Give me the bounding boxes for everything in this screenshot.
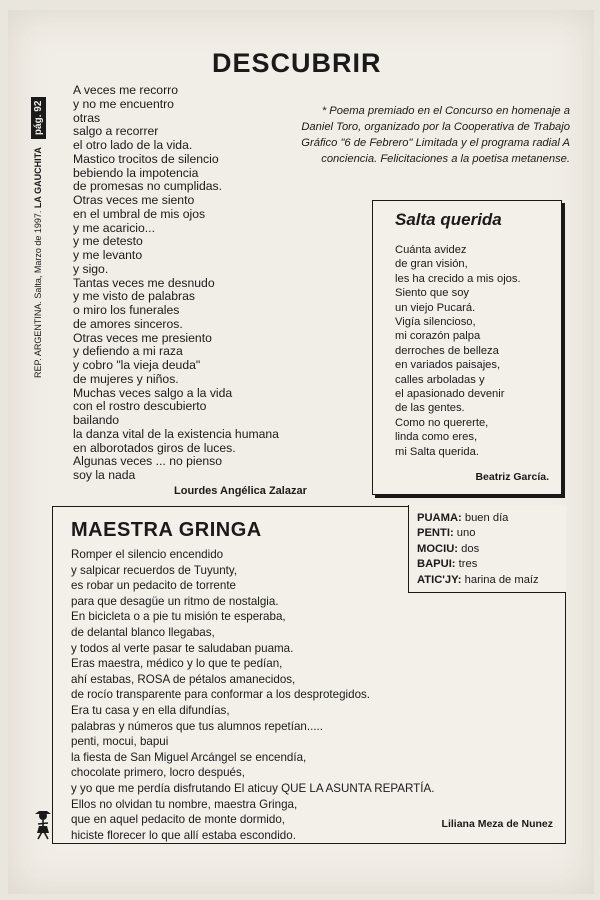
poem-descubrir-body xyxy=(73,84,313,483)
glossary-term: PUAMA: xyxy=(417,512,462,524)
sidebar-text xyxy=(33,147,43,378)
glossary-entry xyxy=(417,511,566,526)
poem-descubrir-line: y sigo. xyxy=(73,261,109,276)
poem-salta-line: les ha crecido a mis ojos. xyxy=(395,272,521,285)
poem-descubrir-line: soy la nada xyxy=(73,468,136,482)
poem-descubrir-line: y me detesto xyxy=(73,234,143,249)
glossary-meaning: tres xyxy=(455,558,478,571)
sidebar-date: REP. ARGENTINA. Salta, Marzo de 1997. xyxy=(33,208,43,378)
poem-descubrir-line: Otras veces me presiento xyxy=(73,330,212,345)
glossary-term: ATIC'JY: xyxy=(417,573,462,586)
poem-salta-line: calles arboladas y xyxy=(395,373,485,386)
poem-maestra-line: En bicicleta o a pie tu misión te esperaba, xyxy=(71,610,286,624)
poem-descubrir-line: y me levanto xyxy=(73,248,143,262)
gauchita-mascot-icon xyxy=(30,808,56,842)
poem-maestra-line: que en aquel pedacito de monte dormido, xyxy=(71,813,285,827)
poem-descubrir-line: en alborotados giros de luces. xyxy=(73,440,236,455)
poem-descubrir-line: en el umbral de mis ojos xyxy=(73,206,206,221)
glossary-entry xyxy=(417,526,566,541)
sidebar-vertical xyxy=(26,58,50,378)
poem-maestra-line: hiciste florecer lo que allí estaba escondido. xyxy=(71,828,296,842)
poem-maestra-line: y yo que me perdía disfrutando El aticuy QUE LA ASUNTA REPARTÍA. xyxy=(71,781,435,795)
poem-maestra-author: Liliana Meza de Nunez xyxy=(441,818,553,830)
poem-salta-line: mi corazón palpa xyxy=(395,330,481,343)
poem-descubrir-line: salgo a recorrer xyxy=(73,124,159,139)
poem-descubrir-line: con el rostro descubierto xyxy=(73,399,207,414)
glossary-meaning: dos xyxy=(458,542,480,555)
poem-maestra-line: palabras y números que tus alumnos repetían..... xyxy=(71,719,323,733)
poem-descubrir-line: Muchas veces salgo a la vida xyxy=(73,385,233,400)
poem-salta-line: Como no quererte, xyxy=(395,416,489,429)
poem-title-maestra-gringa: MAESTRA GRINGA xyxy=(71,519,262,541)
poem-descubrir-line: o miro los funerales xyxy=(73,303,180,317)
poem-salta-line: de gran visión, xyxy=(395,258,468,271)
poem-salta-line: Vigía silencioso, xyxy=(395,316,476,329)
poem-box-salta-querida xyxy=(372,200,562,495)
poem-title-descubrir: DESCUBRIR xyxy=(212,48,382,78)
poem-maestra-line: Eras maestra, médico y lo que te pedían, xyxy=(71,657,283,671)
poem-title-salta-querida: Salta querida xyxy=(395,210,502,229)
glossary-meaning: harina de maíz xyxy=(461,573,539,586)
poem-descubrir-line: de mujeres y niños. xyxy=(73,371,179,386)
poem-descubrir-line: bebiendo la impotencia xyxy=(73,165,199,180)
poem-descubrir-line: Mastico trocitos de silencio xyxy=(73,151,219,166)
poem-descubrir-line: Tantas veces me desnudo xyxy=(73,275,215,290)
poem-maestra-line: para que desagüe un ritmo de nostalgia. xyxy=(71,594,279,608)
glossary-meaning: buen día xyxy=(461,512,509,524)
poem-descubrir-line: la danza vital de la existencia humana xyxy=(73,426,279,441)
poem-salta-body xyxy=(395,243,521,459)
poem-descubrir-author: Lourdes Angélica Zalazar xyxy=(174,485,307,497)
poem-maestra-line: y salpicar recuerdos de Tuyunty, xyxy=(71,563,238,577)
glossary-term: BAPUI: xyxy=(417,558,456,571)
poem-maestra-line: Ellos no olvidan tu nombre, maestra Gringa, xyxy=(71,797,298,811)
poem-maestra-line: penti, mocui, bapui xyxy=(71,735,169,749)
poem-salta-author: Beatriz García. xyxy=(475,471,549,483)
poem-descubrir-line: y me visto de palabras xyxy=(73,289,195,304)
poem-maestra-line: y todos al verte pasar te saludaban puama. xyxy=(71,641,294,655)
poem-descubrir-line: Otras veces me siento xyxy=(73,193,195,207)
poem-maestra-line: de rocío transparente para conformar a los desprotegidos. xyxy=(71,688,371,702)
poem-descubrir-line: y me acaricio... xyxy=(73,220,155,235)
poem-descubrir-line: y no me encuentro xyxy=(73,96,174,111)
poem-salta-line: derroches de belleza xyxy=(395,344,499,357)
glossary-term: MOCIU: xyxy=(417,542,459,555)
poem-salta-line: linda como eres, xyxy=(395,431,478,444)
poem-maestra-line: de delantal blanco llegabas, xyxy=(71,625,215,639)
poem-box-maestra-gringa xyxy=(52,506,566,844)
poem-descubrir-line: otras xyxy=(73,110,101,125)
poem-descubrir-line: de promesas no cumplidas. xyxy=(73,179,223,194)
poem-maestra-line: ahí estabas, ROSA de pétalos amanecidos, xyxy=(71,672,296,686)
sidebar-publication: LA GAUCHITA xyxy=(33,147,43,209)
poem-descubrir-line: y cobro "la vieja deuda" xyxy=(73,358,201,372)
poem-salta-line: Cuánta avidez xyxy=(395,244,467,256)
poem-maestra-line: chocolate primero, locro después, xyxy=(71,766,245,780)
award-note: * Poema premiado en el Concurso en homenaje a Daniel Toro, organizado por la Cooperativa de Trabajo Gráfico "6 de Febrero" Limitada y el programa radial A conciencia. Felicitaciones a la poetisa metanense. xyxy=(301,105,570,165)
poem-maestra-line: es robar un pedacito de torrente xyxy=(71,579,236,593)
poem-salta-line: mi Salta querida. xyxy=(395,445,479,458)
poem-descubrir-line: bailando xyxy=(73,413,120,427)
poem-maestra-line: Era tu casa y en ella difundías, xyxy=(71,703,230,717)
glossary-meaning: uno xyxy=(453,527,476,540)
poem-salta-line: el apasionado devenir xyxy=(395,388,505,401)
glossary-term: PENTI: xyxy=(417,527,454,540)
sidebar-inner xyxy=(26,58,50,378)
poem-salta-line: un viejo Pucará. xyxy=(395,301,476,314)
poem-salta-line: Siento que soy xyxy=(395,287,470,300)
poem-maestra-line: la fiesta de San Miguel Arcángel se encendía, xyxy=(71,750,307,764)
poem-salta-line: en variados paisajes, xyxy=(395,359,501,372)
poem-descubrir-line: el otro lado de la vida. xyxy=(73,138,193,152)
poem-descubrir-line: Algunas veces ... no pienso xyxy=(73,454,223,469)
poem-salta-line: de las gentes. xyxy=(395,402,465,415)
poem-descubrir-line: A veces me recorro xyxy=(73,83,178,97)
poem-maestra-body xyxy=(71,547,521,843)
poem-descubrir-line: de amores sinceros. xyxy=(73,316,183,331)
page-number: pág. 92 xyxy=(31,97,46,139)
poem-descubrir-line: y defiendo a mi raza xyxy=(73,344,183,359)
poem-maestra-line: Romper el silencio encendido xyxy=(71,548,224,561)
